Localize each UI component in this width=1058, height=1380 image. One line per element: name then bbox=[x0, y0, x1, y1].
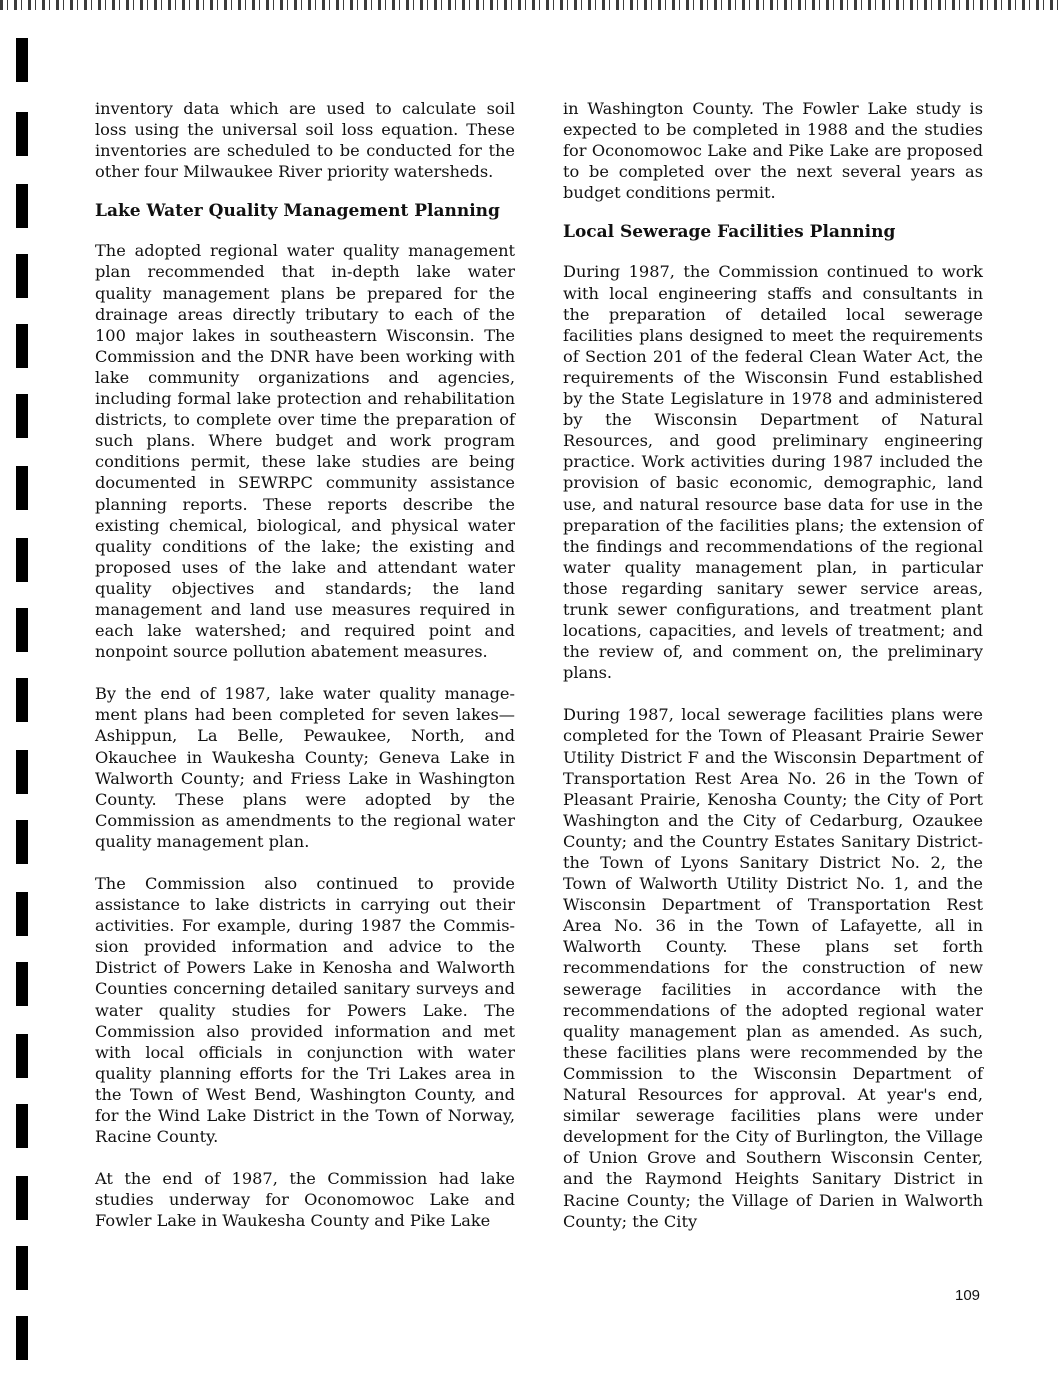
paragraph: During 1987, local sewerage facilities plans were completed for the Town of Pleasant Prairie Sewer Utility District F and the Wisconsin Department of Transportation Rest Area No. 26 in the Town of Pleasant Prairie, Kenosha County; the City of Port Washington and the City of Cedarburg, Ozaukee County; and the Country Estates Sanitary District-the Town of Lyons Sanitary District No. 2, the Town of Walworth Utility District No. 1, and the Wisconsin Department of Transportation Rest Area No. 36 in the Town of Lafayette, all in Walworth County. These plans set forth recommendations for the construction of new sewerage facilities in accordance with the recommendations of the adopted regional water quality management plan as amended. As such, these facilities plans were recommended by the Commission to the Wisconsin Department of Natural Resources for approval. At year's end, similar sewerage facilities plans were under development for the City of Burlington, the Village of Union Grove and Southern Wisconsin Center, and the Raymond Heights Sanitary District in Racine County; the Village of Darien in Walworth County; the City bbox=[563, 705, 983, 1231]
paragraph: By the end of 1987, lake water quality management plans had been completed for seven lakes— Ashippun, La Belle, Pewaukee, North, and Okauchee in Waukesha County; Geneva Lake in Walworth County; and Friess Lake in Washington County. These plans were adopted by the Commission as amendments to the regional water quality management plan. bbox=[95, 684, 515, 851]
binding-hole bbox=[16, 608, 28, 652]
binding-hole bbox=[16, 324, 28, 368]
section-heading: Lake Water Quality Management Planning bbox=[95, 201, 500, 222]
page-number: 109 bbox=[955, 1287, 981, 1304]
binding-hole bbox=[16, 184, 28, 228]
binding-hole bbox=[16, 538, 28, 582]
paragraph: inventory data which are used to calculate soil loss using the universal soil loss equation. These inventories are scheduled to be conducted for the other four Milwaukee River priority watersheds. bbox=[95, 99, 515, 182]
binding-hole bbox=[16, 394, 28, 438]
binding-hole bbox=[16, 820, 28, 864]
paragraph: At the end of 1987, the Commission had lake studies underway for Oconomowoc Lake and Fowler Lake in Waukesha County and Pike Lake bbox=[95, 1169, 515, 1231]
binding-hole bbox=[16, 1316, 28, 1360]
binding-hole bbox=[16, 678, 28, 722]
binding-hole bbox=[16, 892, 28, 936]
binding-hole bbox=[16, 1104, 28, 1148]
binding-hole bbox=[16, 254, 28, 298]
binding-hole bbox=[16, 466, 28, 510]
section-heading: Local Sewerage Facilities Planning bbox=[563, 222, 896, 243]
paragraph: The adopted regional water quality management plan recommended that in-depth lake water quality management plans be prepared for the drainage areas directly tributary to each of the 100 major lakes in southeastern Wisconsin. The Commission and the DNR have been working with lake community organizations and agencies, including formal lake protection and rehabilitation districts, to complete over time the preparation of such plans. Where budget and work program conditions permit, these lake studies are being documented in SEWRPC community assistance planning reports. These reports describe the existing chemical, biological, and physical water quality conditions of the lake; the existing and proposed uses of the lake and attendant water quality objectives and standards; the land management and land use measures required in each lake watershed; and required point and nonpoint source pollution abatement measures. bbox=[95, 241, 515, 662]
paragraph: The Commission also continued to provide assistance to lake districts in carrying out their activities. For example, during 1987 the Commission provided information and advice to the District of Powers Lake in Kenosha and Walworth Counties concerning detailed sanitary surveys and water quality studies for Powers Lake. The Commission also provided information and met with local officials in conjunction with water quality planning efforts for the Tri Lakes area in the Town of West Bend, Washington County, and for the Wind Lake District in the Town of Norway, Racine County. bbox=[95, 874, 515, 1147]
binding-hole bbox=[16, 1176, 28, 1220]
right-column bbox=[563, 98, 983, 1253]
binding-hole bbox=[16, 38, 28, 82]
binding-hole bbox=[16, 962, 28, 1006]
scan-top-edge bbox=[0, 0, 1058, 10]
binding-hole bbox=[16, 1246, 28, 1290]
paragraph: During 1987, the Commission continued to work with local engineering staffs and consultants in the preparation of detailed local sewerage facilities plans designed to meet the requirements of Section 201 of the federal Clean Water Act, the requirements of the Wisconsin Fund established by the State Legislature in 1978 and administered by the Wisconsin Department of Natural Resources, and good preliminary engineering practice. Work activities during 1987 included the provision of basic economic, demographic, land use, and natural resource base data for use in the preparation of the facilities plans; the extension of the findings and recommendations of the regional water quality management plan, in particular those regarding sanitary sewer service areas, trunk sewer configurations, and treatment plant locations, capacities, and levels of treatment; and the review of, and comment on, the preliminary plans. bbox=[563, 262, 983, 683]
binding-hole bbox=[16, 750, 28, 794]
paragraph: in Washington County. The Fowler Lake study is expected to be completed in 1988 and the studies for Oconomowoc Lake and Pike Lake are proposed to be completed over the next several years as budget conditions permit. bbox=[563, 99, 983, 203]
binding-hole bbox=[16, 1034, 28, 1078]
binding-hole bbox=[16, 112, 28, 156]
left-column bbox=[95, 98, 515, 1253]
